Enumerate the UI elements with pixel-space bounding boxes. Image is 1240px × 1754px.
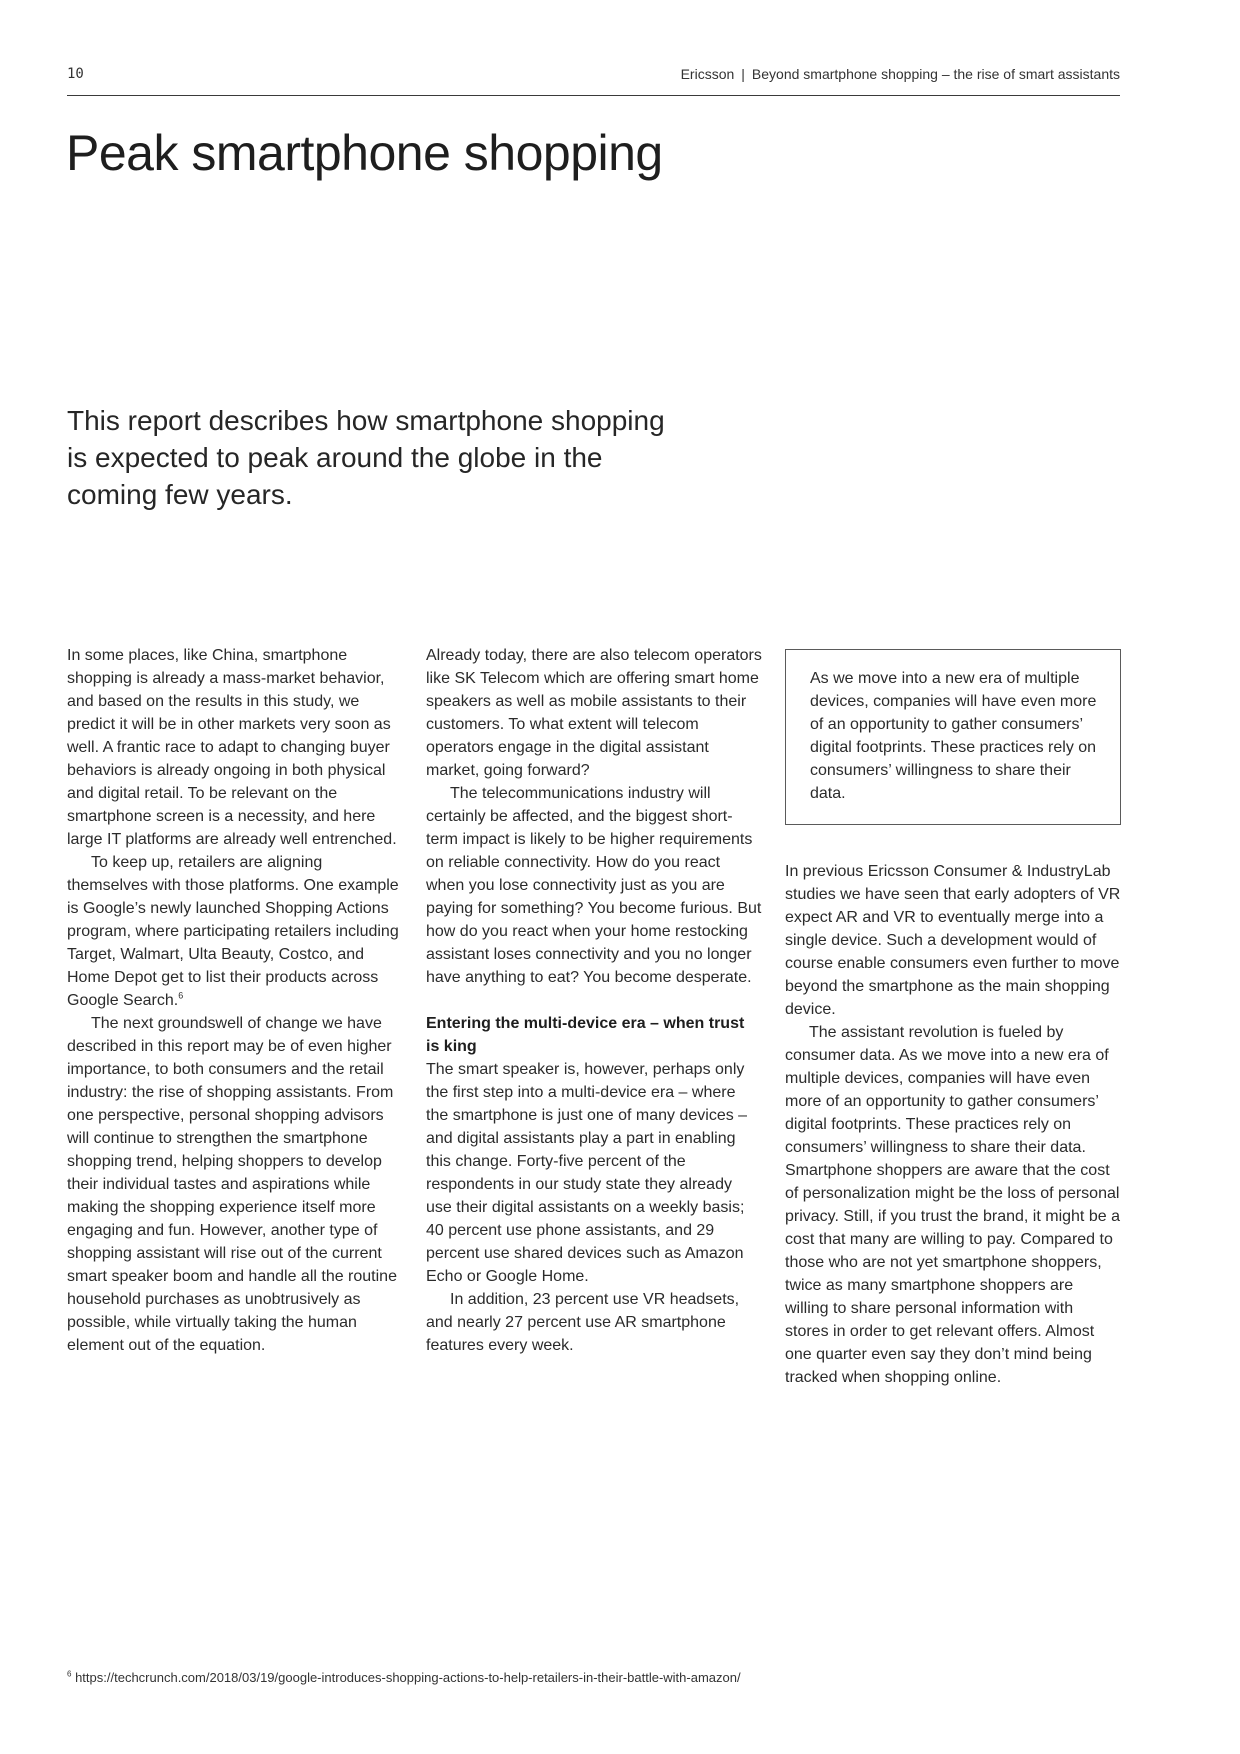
- page-title: Peak smartphone shopping: [66, 125, 663, 181]
- column-2: [426, 644, 762, 1357]
- column-1-paragraph-2: [67, 851, 403, 1012]
- column-3-paragraph-1: In previous Ericsson Consumer & IndustryLab studies we have seen that early adopters of VR expect AR and VR to eventually merge into a single device. Such a development would of course enable consumers even further to move beyond the smartphone as the main shopping device.: [785, 863, 1121, 1018]
- footnote-reference: 6: [178, 990, 184, 1001]
- lead-paragraph: This report describes how smartphone shopping is expected to peak around the globe in the coming few years.: [67, 405, 665, 510]
- column-2-paragraph-3: The smart speaker is, however, perhaps only the first step into a multi-device era – where the smartphone is just one of many devices – and digital assistants play a part in enabling this change. Forty-five percent of the respondents in our study state they already use their digital assistants on a weekly basis; 40 percent use phone assistants, and 29 percent use shared devices such as Amazon Echo or Google Home.: [426, 1061, 748, 1285]
- footnote-mark: 6: [67, 1669, 72, 1679]
- column-3-paragraph-2: The assistant revolution is fueled by consumer data. As we move into a new era of multiple devices, companies will have even more of an opportunity to gather consumers’ digital footprints. These practices rely on consumers’ willingness to share their data. Smartphone shoppers are aware that the cost of personalization might be the loss of personal privacy. Still, if you trust the brand, it might be a cost that many are willing to pay. Compared to those who are not yet smartphone shoppers, twice as many smartphone shoppers are willing to share personal information with stores in order to get relevant offers. Almost one quarter even say they don’t mind being tracked when shopping online.: [785, 1024, 1120, 1386]
- column-2-paragraph-1: Already today, there are also telecom operators like SK Telecom which are offering smart home speakers as well as mobile assistants to their customers. To what extent will telecom operators engage in the digital assistant market, going forward?: [426, 647, 762, 779]
- column-1-paragraph-2-text: To keep up, retailers are aligning themselves with those platforms. One example is Google’s newly launched Shopping Actions program, where participating retailers including Target, Walmart, Ulta Beauty, Costco, and Home Depot get to list their products across Google Search.: [67, 854, 399, 1009]
- page-header: [67, 64, 1120, 96]
- page-number: 10: [67, 66, 84, 82]
- section-subheading: Entering the multi-device era – when trust is king: [426, 1015, 745, 1055]
- pull-quote-box: As we move into a new era of multiple devices, companies will have even more of an opportunity to gather consumers’ digital footprints. These practices rely on consumers’ willingness to share their data.: [785, 649, 1121, 825]
- report-title: Beyond smartphone shopping – the rise of smart assistants: [751, 66, 1120, 82]
- footnote-link[interactable]: https://techcrunch.com/2018/03/19/google-introduces-shopping-actions-to-help-retailers-in-their-battle-with-amazon/: [75, 1670, 741, 1685]
- footnote: [67, 1670, 741, 1685]
- column-1-paragraph-1: In some places, like China, smartphone shopping is already a mass-market behavior, and based on the results in this study, we predict it will be in other markets very soon as well. A frantic race to adapt to changing buyer behaviors is already ongoing in both physical and digital retail. To be relevant on the smartphone screen is a necessity, and here large IT platforms are already well entrenched.: [67, 647, 397, 848]
- column-3: [785, 860, 1121, 1389]
- column-2-paragraph-4: In addition, 23 percent use VR headsets, and nearly 27 percent use AR smartphone features every week.: [426, 1291, 740, 1354]
- brand-name: Ericsson: [680, 66, 735, 82]
- column-1: [67, 644, 403, 1357]
- running-head: [681, 66, 1120, 82]
- header-separator: |: [741, 66, 745, 82]
- column-2-paragraph-2: The telecommunications industry will certainly be affected, and the biggest short-term impact is likely to be higher requirements on reliable connectivity. How do you react when you lose connectivity just as you are paying for something? You become furious. But how do you react when your home restocking assistant loses connectivity and you no longer have anything to eat? You become desperate.: [426, 785, 762, 986]
- column-1-paragraph-3: The next groundswell of change we have described in this report may be of even higher importance, to both consumers and the retail industry: the rise of shopping assistants. From one perspective, personal shopping advisors will continue to strengthen the smartphone shopping trend, helping shoppers to develop their individual tastes and aspirations while making the shopping experience itself more engaging and fun. However, another type of shopping assistant will rise out of the current smart speaker boom and handle all the routine household purchases as unobtrusively as possible, while virtually taking the human element out of the equation.: [67, 1015, 397, 1354]
